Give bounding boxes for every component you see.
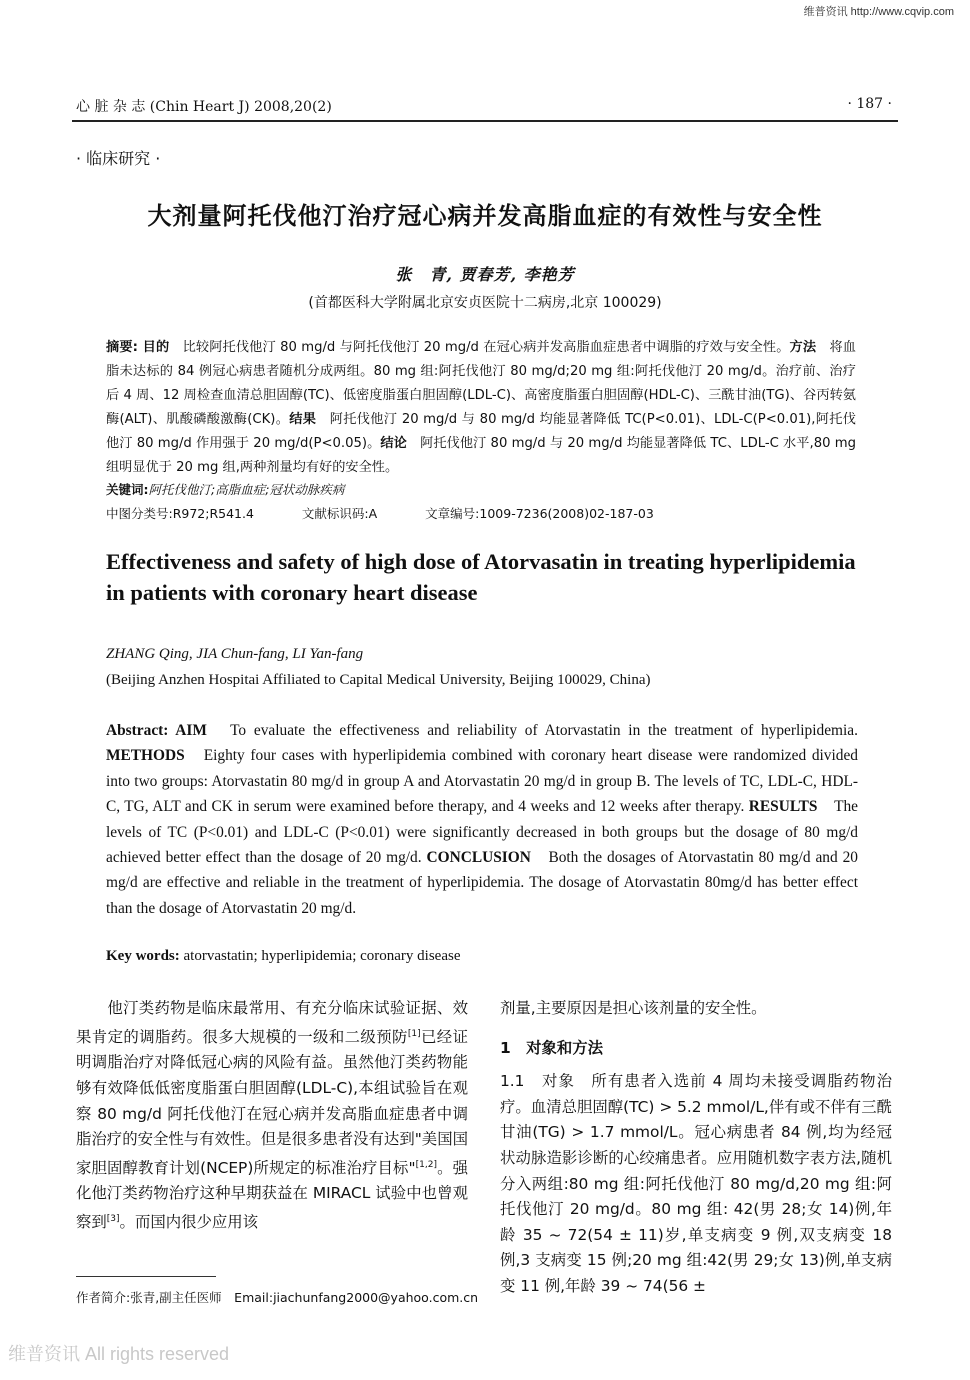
abstract-cn-results-label: 结果 [289,412,317,427]
citation-2: [1,2] [415,1159,437,1170]
body-column-right [500,996,892,1300]
abstract-en-conclusion: Both the dosages of Atorvastatin 80 mg/d and 20 mg/d are effective and reliable in the treatment of hyperlipidemia. The dosage of Atorvastatin 80mg/d has better effect than the dosage of Atorvastatin 20 mg/d. [106,849,858,917]
abstract-cn-methods-label: 方法 [789,340,817,355]
intro-text-3: 。强化他汀类药物治疗这种早期获益在 MIRACL 试验中也曾观察到 [76,1158,468,1232]
keywords-en-label: Key words: [106,948,180,964]
keywords-cn [106,480,344,498]
abstract-en-results-label: RESULTS [748,798,818,816]
clc-number: 中图分类号:R972;R541.4 [106,506,254,521]
authors-cn: 张 青, 贾春芳, 李艳芳 [395,265,575,284]
article-number: 文章编号:1009-7236(2008)02-187-03 [425,506,654,521]
abstract-en [106,718,858,921]
abstract-cn-methods: 将血脂未达标的 84 例冠心病患者随机分成两组。80 mg 组:阿托伐他汀 80 mg/d;20 mg 组:阿托伐他汀 20 mg/d。治疗前、治疗后 4 周、12 周检查血清总胆固醇(TC)、低密度脂蛋白胆固醇(LDL-C)、高密度脂蛋白胆固醇(HDL-C)、三酰甘油(TG)、谷丙转氨酶(ALT)、肌酸磷酸激酶(CK)。 [106,340,856,427]
abstract-en-aim: To evaluate the effectiveness and reliability of Atorvastatin in the treatment of hyperlipidemia. [206,722,858,739]
watermark-top: 维普资讯 http://www.cqvip.com [803,6,954,18]
subheading-subjects: 1.1 对象 [500,1072,575,1091]
keywords-cn-label: 关键词: [106,482,149,497]
abstract-cn-label: 摘要: 目的 [106,340,170,355]
intro-text-2: 已经证明调脂治疗对降低冠心病的风险有益。虽然他汀类药物能够有效降低低密度脂蛋白胆固醇(LDL-C),本组试验旨在观察 80 mg/d 阿托伐他汀在冠心病并发高脂血症患者中调脂治疗的安全性与有效性。但是很多患者没有达到"美国国家胆固醇教育计划(NCEP)所规定的标准治疗目标" [76,1027,468,1177]
running-head: 心 脏 杂 志 (Chin Heart J) 2008,20(2) [76,99,332,115]
intro-text-1: 他汀类药物是临床最常用、有充分临床试验证据、效果肯定的调脂药。很多大规模的一级和二级预防 [76,999,468,1046]
affiliation-en: (Beijing Anzhen Hospitai Affiliated to Capital Medical University, Beijing 100029, China) [106,672,651,688]
abstract-cn-conclusion-label: 结论 [380,436,407,451]
abstract-en-results: The levels of TC (P<0.01) and LDL-C (P<0.01) were significantly decreased in both groups but the dosage of 80 mg/d achieved better effect than the dosage of 20 mg/d. [106,798,858,867]
abstract-cn [106,336,856,480]
section-label: · 临床研究 · [76,149,161,168]
author-footnote: 作者简介:张青,副主任医师 Email:jiachunfang2000@yahoo.com.cn [76,1290,479,1305]
body-column-left [76,996,468,1236]
citation-1: [1] [407,1028,421,1039]
title-cn: 大剂量阿托伐他汀治疗冠心病并发高脂血症的有效性与安全性 [147,202,823,230]
watermark-bottom: 维普资讯 All rights reserved [8,1344,230,1364]
heading-methods: 1 对象和方法 [500,1038,604,1057]
keywords-en [106,948,461,965]
subjects-text: 所有患者入选前 4 周均未接受调脂药物治疗。血清总胆固醇(TC) > 5.2 mmol/L,伴有或不伴有三酰甘油(TG) > 1.7 mmol/L。冠心病患者 84 例,均为经冠状动脉造影诊断的心绞痛患者。应用随机数字表方法,随机分入两组:80 mg 组:阿托伐他汀 80 mg/d,20 mg 组:阿托伐他汀 20 mg/d。80 mg 组: 42(男 28;女 14)例,年龄 35 ~ 72(54 ± 11)岁,单支病变 9 例,双支病变 18 例,3 支病变 15 例;20 mg 组:42(男 29;女 13)例,单支病变 11 例,年龄 39 ~ 74(56 ± [500,1072,892,1295]
abstract-cn-purpose: 比较阿托伐他汀 80 mg/d 与阿托伐他汀 20 mg/d 在冠心病并发高脂血症患者中调脂的疗效与安全性。 [169,340,790,355]
document-code: 文献标识码:A [301,506,378,521]
keywords-en-value: atorvastatin; hyperlipidemia; coronary disease [183,948,461,964]
intro-continuation: 剂量,主要原因是担心该剂量的安全性。 [500,999,767,1017]
intro-text-4: 。而国内很少应用该 [119,1213,259,1232]
article-meta [106,504,698,522]
authors-en: ZHANG Qing, JIA Chun-fang, LI Yan-fang [106,646,364,662]
affiliation-cn: (首都医科大学附属北京安贞医院十二病房,北京 100029) [308,295,662,311]
subjects-paragraph [500,1069,892,1299]
footnote-rule [76,1276,216,1277]
title-en: Effectiveness and safety of high dose of Atorvasatin in treating hyperlipidemia in patients with coronary heart disease [106,549,856,605]
header-rule [72,120,898,122]
abstract-cn-conclusion: 阿托伐他汀 80 mg/d 与 20 mg/d 均能显著降低 TC、LDL-C 水平,80 mg 组明显优于 20 mg 组,两种剂量均有好的安全性。 [106,436,856,475]
abstract-en-methods: Eighty four cases with hyperlipidemia combined with coronary heart disease were randomized divided into two groups: Atorvastatin 80 mg/d in group A and Atorvastatin 20 mg/d in group B. The levels of TC, LDL-C, HDL-C, TG, ALT and CK in serum were examined before therapy, and 4 weeks and 12 weeks after therapy. [106,747,858,816]
citation-3: [3] [106,1214,120,1224]
abstract-en-label: Abstract: AIM [106,722,207,739]
abstract-en-methods-label: METHODS [106,747,185,765]
abstract-en-conclusion-label: CONCLUSION [426,849,531,867]
abstract-cn-results: 阿托伐他汀 20 mg/d 与 80 mg/d 均能显著降低 TC(P<0.01)、LDL-C(P<0.01),阿托伐他汀 80 mg/d 作用强于 20 mg/d(P<0.05)。 [106,412,856,451]
keywords-cn-value: 阿托伐他汀;高脂血症;冠状动脉疾病 [148,482,345,497]
page-number: · 187 · [847,96,892,112]
